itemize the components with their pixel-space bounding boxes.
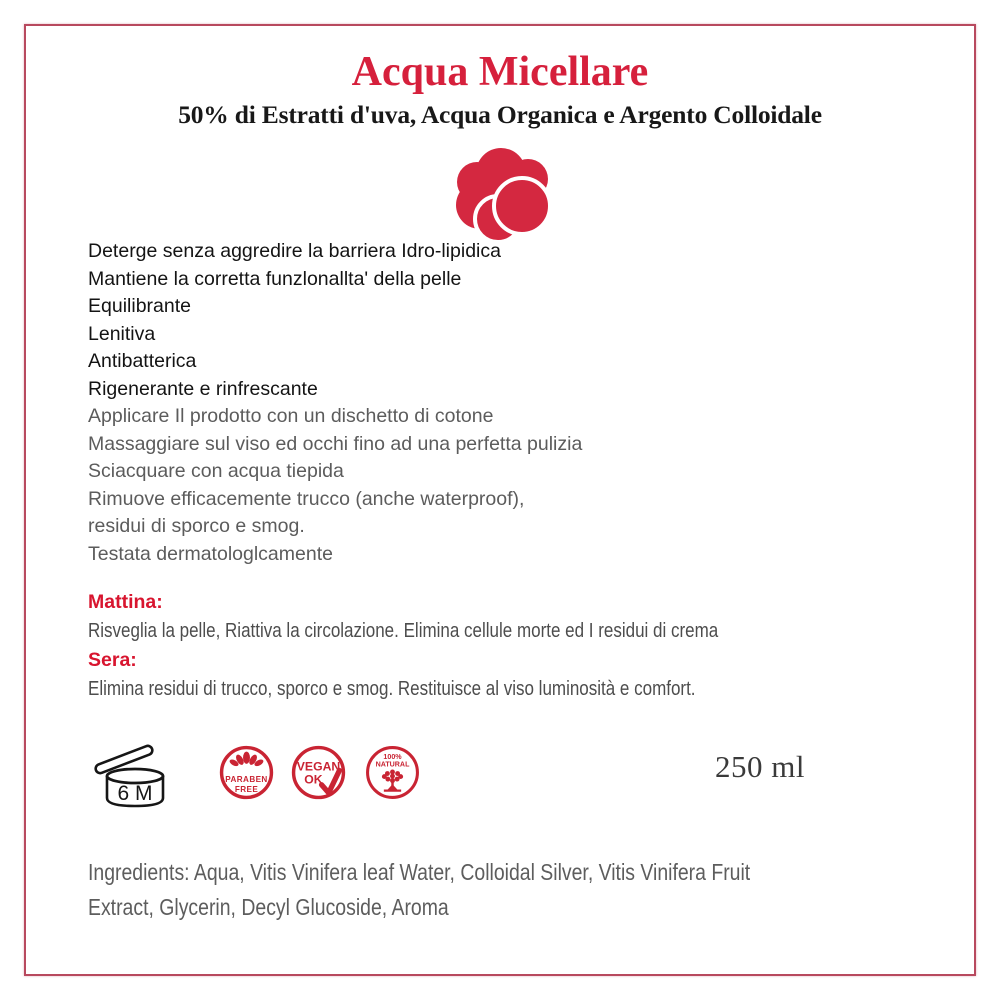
evening-text: Elimina residui di trucco, sporco e smog. Restituisce al viso luminosità e comfort. (88, 678, 696, 700)
vegan-text-2: OK (304, 772, 323, 787)
pao-jar-icon (90, 735, 180, 811)
evening-label: Sera: (88, 649, 137, 671)
usage-line: Testata dermatologlcamente (88, 542, 333, 565)
morning-label: Mattina: (88, 591, 163, 613)
benefits-list (88, 238, 501, 403)
morning-text: Risveglia la pelle, Riattiva la circolazione. Elimina cellule morte ed I residui di crema (88, 620, 719, 642)
usage-list (88, 403, 582, 568)
ingredients-text (88, 855, 750, 924)
benefit-line: Lenitiva (88, 322, 156, 345)
routine-section (88, 588, 829, 704)
natural-text-2: NATURAL (375, 760, 410, 769)
ingredients-line: Ingredients: Aqua, Vitis Vinifera leaf Water, Colloidal Silver, Vitis Vinifera Fruit (88, 859, 751, 885)
vegan-ok-stamp-icon (290, 744, 347, 801)
benefit-line: Deterge senza aggredire la barriera Idro-lipidica (88, 240, 501, 262)
volume-label: 250 ml (715, 749, 805, 784)
grape-icon (451, 146, 555, 246)
benefit-line: Rigenerante e rinfrescante (88, 377, 318, 400)
usage-line: residui di sporco e smog. (88, 515, 305, 537)
ingredients-line: Extract, Glycerin, Decyl Glucoside, Aroma (88, 893, 449, 920)
benefit-line: Mantiene la corretta funzlonallta' della pelle (88, 267, 462, 290)
usage-line: Sciacquare con acqua tiepida (88, 460, 344, 482)
pao-label: 6 M (117, 782, 153, 805)
vegan-text-1: VEGAN (296, 759, 341, 774)
paraben-text-1: PARABEN (225, 775, 268, 785)
usage-line: Applicare Il prodotto con un dischetto di cotone (88, 405, 494, 427)
page-title: Acqua Micellare (351, 49, 649, 95)
paraben-free-stamp-icon (218, 744, 275, 801)
benefit-line: Equilibrante (88, 295, 191, 317)
natural-text-1: 100% (383, 752, 402, 761)
paraben-text-2: FREE (234, 784, 259, 794)
page-subtitle: 50% di Estratti d'uva, Acqua Organica e Argento Colloidale (178, 100, 822, 129)
natural-stamp-icon (364, 744, 421, 801)
usage-line: Massaggiare sul viso ed occhi fino ad una perfetta pulizia (88, 432, 583, 455)
benefit-line: Antibatterica (88, 350, 197, 372)
usage-line: Rimuove efficacemente trucco (anche waterproof), (88, 487, 525, 510)
